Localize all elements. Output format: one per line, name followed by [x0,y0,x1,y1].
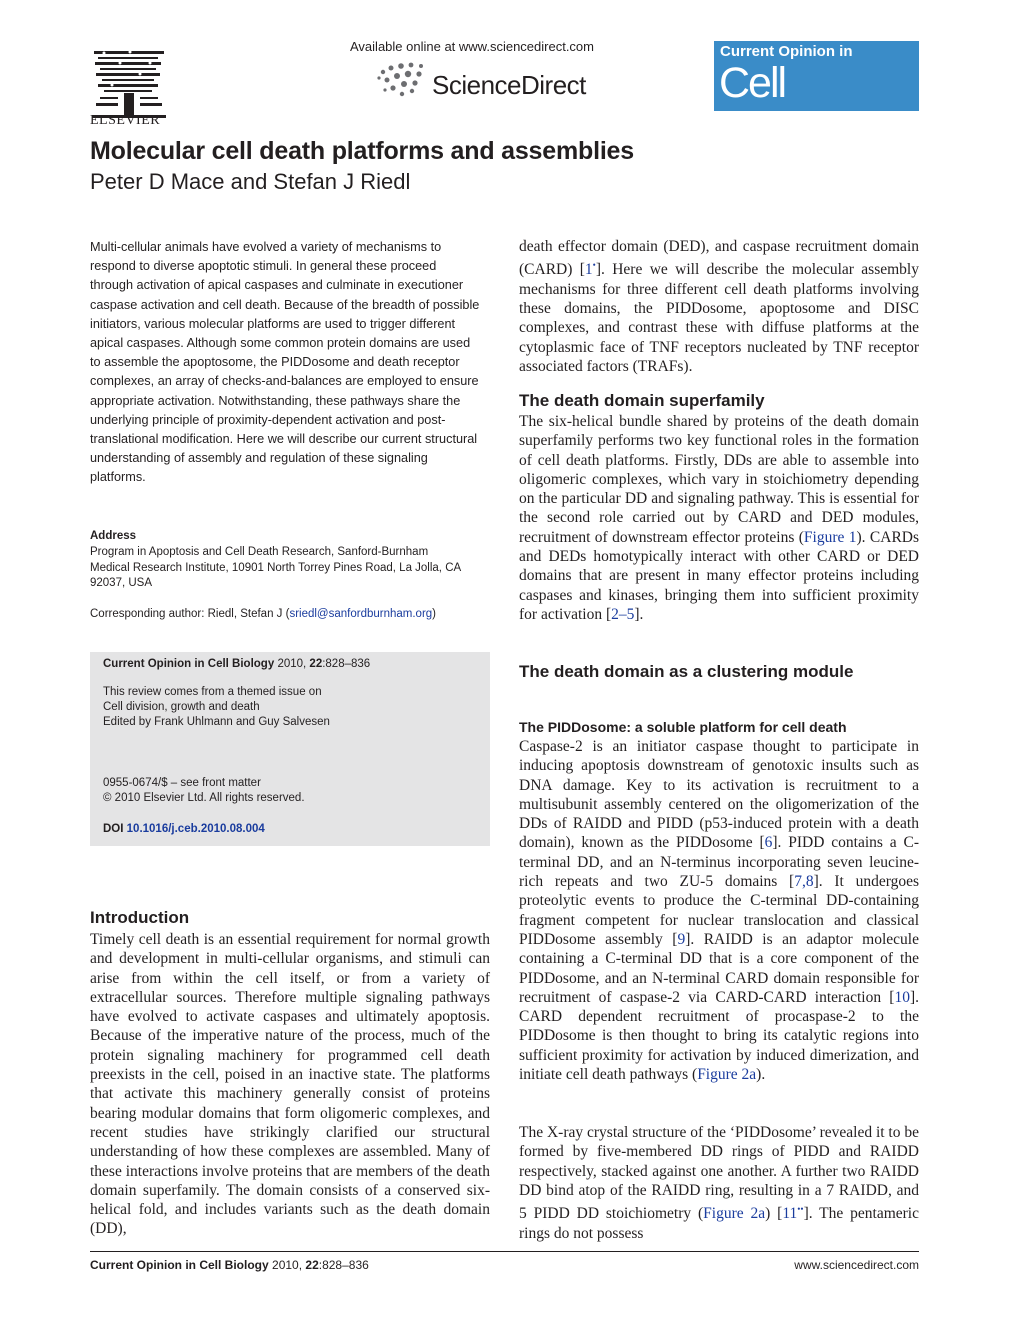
footer-url[interactable]: www.sciencedirect.com [794,1258,919,1272]
corresponding-author: Corresponding author: Riedl, Stefan J (sriedl@sanfordburnham.org) [90,608,437,620]
address-text [90,545,490,592]
paragraph: Caspase-2 is an initiator caspase thought to participate in inducing apoptosis downstream of genotoxic insults such as DNA damage. Key to its activation is recruitment to a multisubunit assembly centered on the oligomerization of the DDs of RAIDD and PIDD (p53-induced protein with a death domain), known as the PIDDosome [6]. PIDD contains a C-terminal DD, and an N-terminus incorporating seven leucine-rich repeats and two ZU-5 domains [7,8]. It undergoes proteolytic events to produce the C-terminal DD-containing fragment competent for nuclear translocation and classical PIDDosome assembly [9]. RAIDD is an adaptor molecule containing a C-terminal DD that is a core component of the PIDDosome, and an N-terminal CARD domain responsible for recruitment of caspase-2 via CARD-CARD interaction [10]. CARD dependent recruitment of procaspase-2 to the PIDDosome is then thought to bring its catalytic regions into sufficient proximity for activation by induced dimerization, and initiate cell death pathways (Figure 2a). [519,738,919,1084]
paragraph: The six-helical bundle shared by proteins of the death domain superfamily performs two key functional roles in the formation of cell death platforms. Firstly, DDs are able to assemble into oligomeric complexes, which vary in stoichiometry depending on the particular DD and signaling pathway. This is essential for the second role carried out by CARD and DED modules, recruitment of downstream effector proteins (Figure 1). CARDs and DEDs homotypically interact with other CARD or DED domains that are present in many effector proteins including caspases and kinases, bringing them into sufficient proximity for activation [2–5]. [519,413,920,623]
reference-link[interactable]: 6 [764,834,773,852]
address-line: 92037, USA [90,577,153,590]
paragraph: The X-ray crystal structure of the ‘PIDDosome’ revealed it to be formed by five-membered DD rings of PIDD and RAIDD respectively, stacked against one another. A further two RAIDD DD bind atop of the RAIDD ring, resulting in a 7 RAIDD, and 5 PIDD DD stoichiometry (Figure 2a) [11••]. The pentameric rings do not possess [519,1124,919,1242]
abstract [90,238,482,488]
info-doi: DOI 10.1016/j.ceb.2010.08.004 [103,823,265,835]
section-heading-death-domain: The death domain superfamily [519,391,765,410]
figure-link[interactable]: Figure 2a [703,1205,766,1223]
info-issn: 0955-0674/$ – see front matter [103,777,261,789]
address-line: Program in Apoptosis and Cell Death Research, Sanford-Burnham [90,546,429,558]
info-editors: Edited by Frank Uhlmann and Guy Salvesen [103,716,330,728]
author-email-link[interactable]: sriedl@sanfordburnham.org [289,608,433,620]
journal-badge-main: Cell Biology [719,59,847,159]
publisher-name: ELSEVIER [90,113,161,128]
info-theme-name: Cell division, growth and death [103,701,260,713]
doi-link[interactable]: 10.1016/j.ceb.2010.08.004 [126,823,265,835]
section-heading-introduction: Introduction [90,908,190,927]
reference-link[interactable]: 7,8 [794,873,814,891]
article-title: Molecular cell death platforms and assemblies [90,137,634,165]
figure-link[interactable]: Figure 2a [697,1066,757,1084]
subsection-heading-piddosome: The PIDDosome: a soluble platform for cell death [519,719,847,735]
introduction-text: Timely cell death is an essential requirement for normal growth and development in multi-cellular organisms, and stimuli can arise from within the cell itself, or from a variety of extracellular sources. Therefore multiple signaling pathways have evolved to activate caspases and ultimately apoptosis. Because of the imperative nature of the process, much of the protein signaling machinery for programmed cell death preexists in the cell, poised in an inactive state. The platforms that activate this machinery generally consist of proteins bearing modular domains that form oligomeric complexes, and recent studies have strikingly clarified our structural understanding of how these complexes are assembled. Many of these interactions involve proteins that are members of the death domain superfamily. The domain consists of a conserved six-helical fold, and includes variants such as the death domain (DD), [90,931,490,1238]
reference-link[interactable]: 10 [894,988,910,1006]
journal-badge [714,41,919,159]
address-heading: Address [90,530,137,542]
reference-link[interactable]: 2–5 [611,605,635,623]
sciencedirect-wordmark: ScienceDirect [432,70,586,100]
available-online-text: Available online at www.sciencedirect.com [350,39,594,54]
article-authors: Peter D Mace and Stefan J Riedl [90,169,411,194]
footer-citation: Current Opinion in Cell Biology 2010, 22:828–836 [90,1258,369,1272]
abstract-text: Multi-cellular animals have evolved a variety of mechanisms to respond to diverse apoptotic stimuli. In general these proceed through activation of apical caspases and culminate in executioner caspase activation and cell death. Because of the breadth of possible initiators, various molecular platforms are used to trigger different apical caspases. Although some common protein domains are used to assemble the apoptosome, the PIDDosome and death receptor complexes, an array of checks-and-balances are employed to ensure appropriate activation. Notwithstanding, these pathways share the underlying principle of proximity-dependent activation and post-translational modification. Here we will describe our current structural understanding of assembly and regulation of these signaling platforms. [90,240,480,485]
info-copyright: © 2010 Elsevier Ltd. All rights reserved. [103,792,305,804]
reference-link[interactable]: 9 [677,930,686,948]
section-heading-clustering: The death domain as a clustering module [519,662,854,681]
journal-badge-top: Current Opinion in [720,43,853,60]
address-line: Medical Research Institute, 10901 North Torrey Pines Road, La Jolla, CA [90,561,462,574]
article-info-box [90,652,490,846]
footer-divider [90,1251,919,1252]
paragraph: death effector domain (DED), and caspase recruitment domain (CARD) [1•]. Here we will describe the molecular assembly mechanisms for three different cell death platforms involving these domains, the PIDDosome, apoptosome and DISC complexes, and contrast these with diffuse platforms at the cytoplasmic face of TNF receptors nucleated by TNF receptor associated factors (TRAFs). [519,238,919,375]
info-theme: This review comes from a themed issue on [103,686,322,698]
figure-link[interactable]: Figure 1 [803,528,857,546]
info-citation: Current Opinion in Cell Biology 2010, 22:828–836 [103,658,371,670]
reference-link[interactable]: 11 [782,1205,798,1223]
reference-link[interactable]: 1 [584,261,593,279]
